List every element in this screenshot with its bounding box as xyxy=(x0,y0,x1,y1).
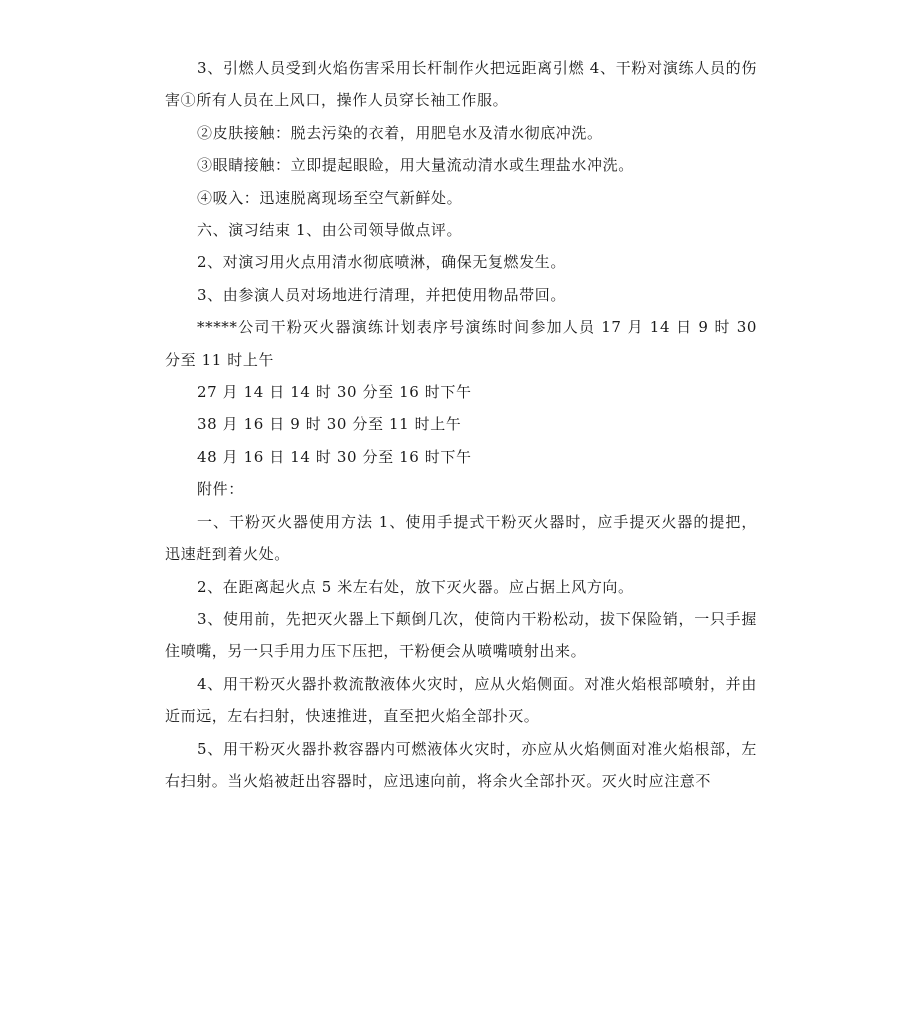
paragraph-skin-contact: ②皮肤接触：脱去污染的衣着，用肥皂水及清水彻底冲洗。 xyxy=(197,123,603,142)
paragraph-ignition-injury: 3、引燃人员受到火焰伤害采用长杆制作火把远距离引燃 4、干粉对演练人员的伤害①所有人员在上风口，操作人员穿长袖工作服。 xyxy=(165,59,757,110)
paragraph-site-cleanup: 3、由参演人员对场地进行清理，并把使用物品带回。 xyxy=(197,285,566,304)
paragraph-inhalation: ④吸入：迅速脱离现场至空气新鲜处。 xyxy=(197,188,463,207)
paragraph-usage-method: 一、干粉灭火器使用方法 1、使用手提式干粉灭火器时，应手提灭火器的提把，迅速赶到着火处。 xyxy=(165,512,757,564)
paragraph-usage-liquid-fire: 4、用干粉灭火器扑救流散液体火灾时，应从火焰侧面。对准火焰根部喷射，并由近而远，左右扫射，快速推进，直至把火焰全部扑灭。 xyxy=(165,674,757,726)
paragraph-attachment-label: 附件： xyxy=(197,480,244,499)
paragraph-usage-before: 3、使用前，先把灭火器上下颠倒几次，使筒内干粉松动，拔下保险销，一只手握住喷嘴，另一只手用力压下压把，干粉便会从喷嘴喷射出来。 xyxy=(165,609,757,661)
paragraph-schedule-row-2: 27 月 14 日 14 时 30 分至 16 时下午 xyxy=(197,383,472,402)
paragraph-schedule-row-3: 38 月 16 日 9 时 30 分至 11 时上午 xyxy=(197,415,462,434)
paragraph-eye-contact: ③眼睛接触：立即提起眼睑，用大量流动清水或生理盐水冲洗。 xyxy=(197,156,634,175)
document-page xyxy=(165,52,757,797)
paragraph-spray-fire-point: 2、对演习用火点用清水彻底喷淋，确保无复燃发生。 xyxy=(197,253,566,272)
paragraph-usage-container-fire: 5、用干粉灭火器扑救容器内可燃液体火灾时，亦应从火焰侧面对准火焰根部，左右扫射。当火焰被赶出容器时，应迅速向前，将余火全部扑灭。灭火时应注意不 xyxy=(165,739,757,790)
paragraph-schedule-header: *****公司干粉灭火器演练计划表序号演练时间参加人员 17 月 14 日 9 时 30 分至 11 时上午 xyxy=(165,318,757,369)
paragraph-usage-distance: 2、在距离起火点 5 米左右处，放下灭火器。应占据上风方向。 xyxy=(197,577,634,596)
paragraph-schedule-row-4: 48 月 16 日 14 时 30 分至 16 时下午 xyxy=(197,447,472,466)
paragraph-drill-end: 六、演习结束 1、由公司领导做点评。 xyxy=(197,221,463,240)
